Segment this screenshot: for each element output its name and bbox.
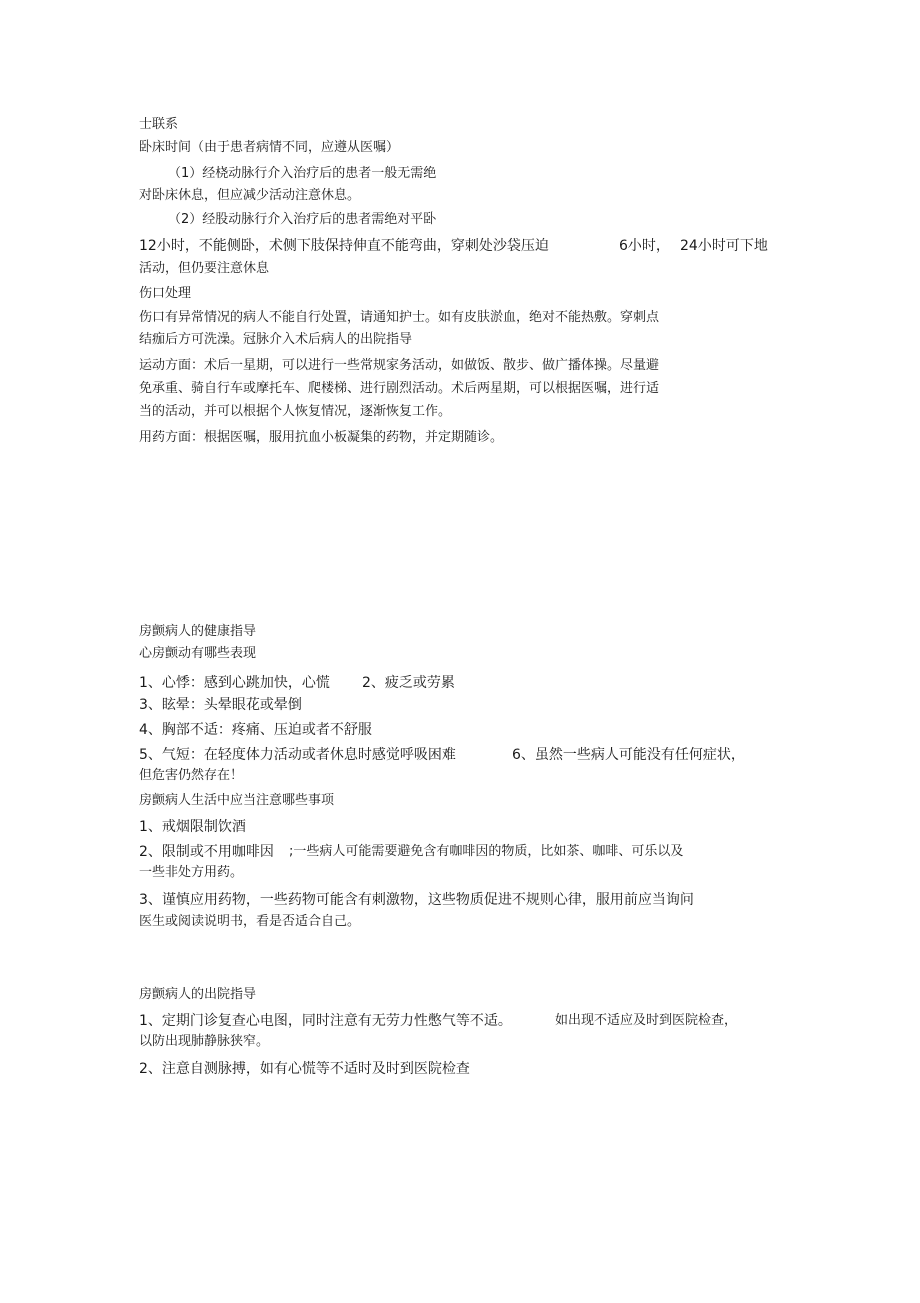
list-item: 3、眩晕：头晕眼花或晕倒 [139, 697, 302, 713]
text-line: 医生或阅读说明书，看是否适合自己。 [139, 914, 361, 929]
subheading-af-symptoms: 心房颤动有哪些表现 [139, 646, 257, 661]
text-segment: ;一些病人可能需要避免含有咖啡因的物质，比如茶、咖啡、可乐以及 [289, 844, 684, 859]
list-item: 6、虽然一些病人可能没有任何症状， [512, 747, 745, 763]
text-line: （1）经桡动脉行介入治疗后的患者一般无需绝 [168, 166, 437, 181]
subheading-af-life-notes: 房颤病人生活中应当注意哪些事项 [139, 793, 335, 808]
list-item: 5、气短：在轻度体力活动或者休息时感觉呼吸困难 [139, 747, 456, 763]
text-line: 活动，但仍要注意休息 [139, 261, 270, 276]
heading-wound-care: 伤口处理 [139, 286, 192, 301]
list-item: 2、疲乏或劳累 [362, 675, 455, 691]
text-line: 12小时，不能侧卧，术侧下肢保持伸直不能弯曲，穿刺处沙袋压迫 [139, 238, 549, 254]
text-line: （2）经股动脉行介入治疗后的患者需绝对平卧 [168, 212, 437, 227]
text-line: 免承重、骑自行车或摩托车、爬楼梯、进行剧烈活动。术后两星期，可以根据医嘱，进行适 [139, 381, 660, 396]
text-line: 用药方面：根据医嘱，服用抗血小板凝集的药物，并定期随诊。 [139, 430, 504, 445]
text-segment: 如出现不适应及时到医院检查， [555, 1013, 738, 1028]
heading-af-health-guide: 房颤病人的健康指导 [139, 624, 257, 639]
text-line: 结痂后方可洗澡。冠脉介入术后病人的出院指导 [139, 332, 413, 347]
text-line: 士联系 [139, 117, 179, 132]
list-item: 1、戒烟限制饮酒 [139, 819, 246, 835]
list-item: 2、限制或不用咖啡因 [139, 844, 274, 860]
heading-af-discharge-guide: 房颤病人的出院指导 [139, 987, 257, 1002]
text-segment: 24小时可下地 [680, 238, 768, 254]
list-item: 3、谨慎应用药物，一些药物可能含有刺激物，这些物质促进不规则心律，服用前应当询问 [139, 892, 694, 908]
list-item: 4、胸部不适：疼痛、压迫或者不舒服 [139, 722, 372, 738]
text-line: 但危害仍然存在！ [139, 768, 244, 783]
text-line: 伤口有异常情况的病人不能自行处置，请通知护士。如有皮肤淤血，绝对不能热敷。穿刺点 [139, 310, 660, 325]
text-line: 以防出现肺静脉狭窄。 [139, 1034, 270, 1049]
text-line: 运动方面：术后一星期，可以进行一些常规家务活动，如做饭、散步、做广播体操。尽量避 [139, 358, 660, 373]
heading-bed-rest: 卧床时间（由于患者病情不同，应遵从医嘱） [139, 140, 400, 155]
list-item: 2、注意自测脉搏，如有心慌等不适时及时到医院检查 [139, 1061, 470, 1077]
list-item: 1、定期门诊复查心电图，同时注意有无劳力性憋气等不适。 [139, 1013, 512, 1029]
text-line: 当的活动，并可以根据个人恢复情况，逐渐恢复工作。 [139, 404, 452, 419]
text-segment: 6小时， [619, 238, 670, 254]
list-item: 1、心悸：感到心跳加快，心慌 [139, 675, 330, 691]
text-line: 对卧床休息，但应减少活动注意休息。 [139, 188, 361, 203]
text-line: 一些非处方用药。 [139, 865, 244, 880]
